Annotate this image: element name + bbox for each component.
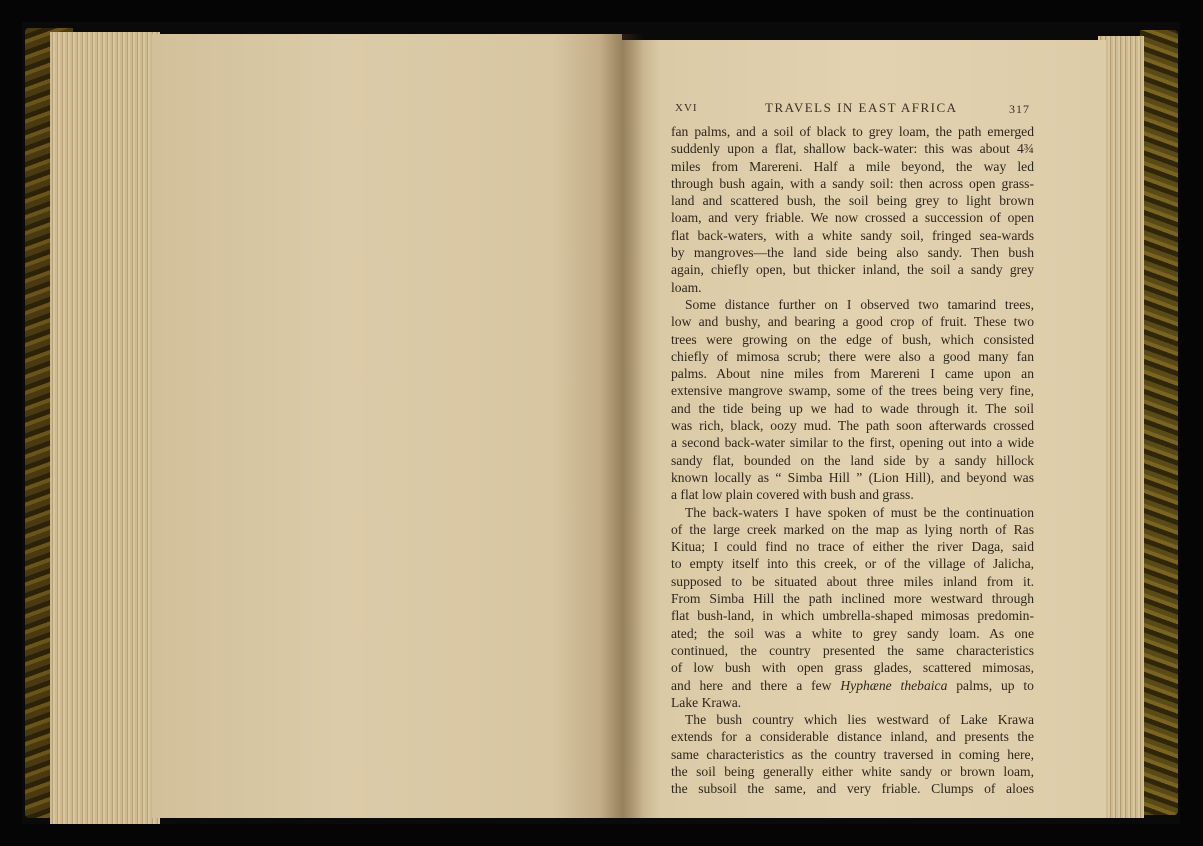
text-line: palms. About nine miles from Marereni I came upon an [671, 366, 1034, 382]
text-line: trees were growing on the edge of bush, which consisted [671, 331, 1034, 347]
text-line: Some distance further on I observed two tamarind trees, [685, 296, 1034, 312]
text-line: flat back-waters, with a white sandy soil, fringed sea-wards [671, 227, 1034, 243]
text-line: a second back-water similar to the first, opening out into a wide [671, 435, 1034, 451]
text-line: a flat low plain covered with bush and grass. [671, 487, 914, 503]
page-number: 317 [1009, 102, 1030, 116]
book-cover-right [1140, 30, 1178, 815]
running-title: TRAVELS IN EAST AFRICA [765, 100, 958, 115]
text-line-mixed [671, 677, 1034, 694]
text-line: and the tide being up we had to wade through it. The soil [671, 400, 1034, 416]
chapter-number: XVI [675, 102, 698, 114]
text-line: of low bush with open grass glades, scattered mimosas, [671, 660, 1034, 676]
text-line: supposed to be situated about three miles inland from it. [671, 573, 1034, 589]
text-line: Lake Krawa. [671, 694, 742, 710]
text-line: was rich, black, oozy mud. The path soon afterwards crossed [671, 418, 1034, 434]
text-line: flat bush-land, in which umbrella-shaped mimosas predomin- [671, 608, 1034, 624]
text-line: Kitua; I could find no trace of either the river Daga, said [671, 539, 1034, 555]
book-gutter [600, 34, 644, 818]
text-line: miles from Marereni. Half a mile beyond, the way led [671, 158, 1034, 174]
text-line: of the large creek marked on the map as lying north of Ras [671, 521, 1034, 537]
text-line: again, chiefly open, but thicker inland, the soil a sandy grey [671, 262, 1034, 278]
text-line: extensive mangrove swamp, some of the trees being very fine, [671, 383, 1034, 399]
text-line: extends for a considerable distance inland, and presents the [671, 729, 1034, 745]
text-line: The back-waters I have spoken of must be the continuation [685, 504, 1034, 520]
text-line: low and bushy, and bearing a good crop of fruit. These two [671, 314, 1034, 330]
text-line: loam. [671, 279, 702, 295]
text-line: ated; the soil was a white to grey sandy loam. As one [671, 625, 1034, 641]
text-line: From Simba Hill the path inclined more westward through [671, 591, 1034, 607]
text-line: fan palms, and a soil of black to grey loam, the path emerged [671, 124, 1034, 139]
text-fragment: and here and there a few [671, 677, 832, 693]
text-line: known locally as “ Simba Hill ” (Lion Hill), and beyond was [671, 469, 1034, 485]
text-line: continued, the country presented the same characteristics [671, 642, 1034, 658]
running-header [675, 100, 1030, 120]
body-text [671, 123, 1034, 798]
text-line: same characteristics as the country traversed in coming here, [671, 746, 1034, 762]
text-line: to empty itself into this creek, or of the village of Jalicha, [671, 556, 1034, 572]
text-line: sandy flat, bounded on the land side by a sandy hillock [671, 452, 1034, 468]
species-name: Hyphæne thebaica [840, 677, 948, 693]
page-edges-left [50, 32, 160, 824]
text-line: the subsoil the same, and very friable. Clumps of aloes [671, 781, 1034, 797]
text-line: land and scattered bush, the soil being grey to light brown [671, 193, 1034, 209]
text-line: The bush country which lies westward of Lake Krawa [685, 712, 1034, 728]
text-fragment: palms, up to [956, 677, 1034, 693]
text-line: loam, and very friable. We now crossed a succession of open [671, 210, 1034, 226]
text-line: the soil being generally either white sandy or brown loam, [671, 763, 1034, 779]
text-line: chiefly of mimosa scrub; there were also a good many fan [671, 348, 1034, 364]
text-line: through bush again, with a sandy soil: then across open grass- [671, 175, 1034, 191]
text-line: suddenly upon a flat, shallow back-water: this was about 4¾ [671, 141, 1034, 157]
text-line: by mangroves—the land side being also sandy. Then bush [671, 245, 1034, 261]
left-page-blank [152, 34, 622, 818]
